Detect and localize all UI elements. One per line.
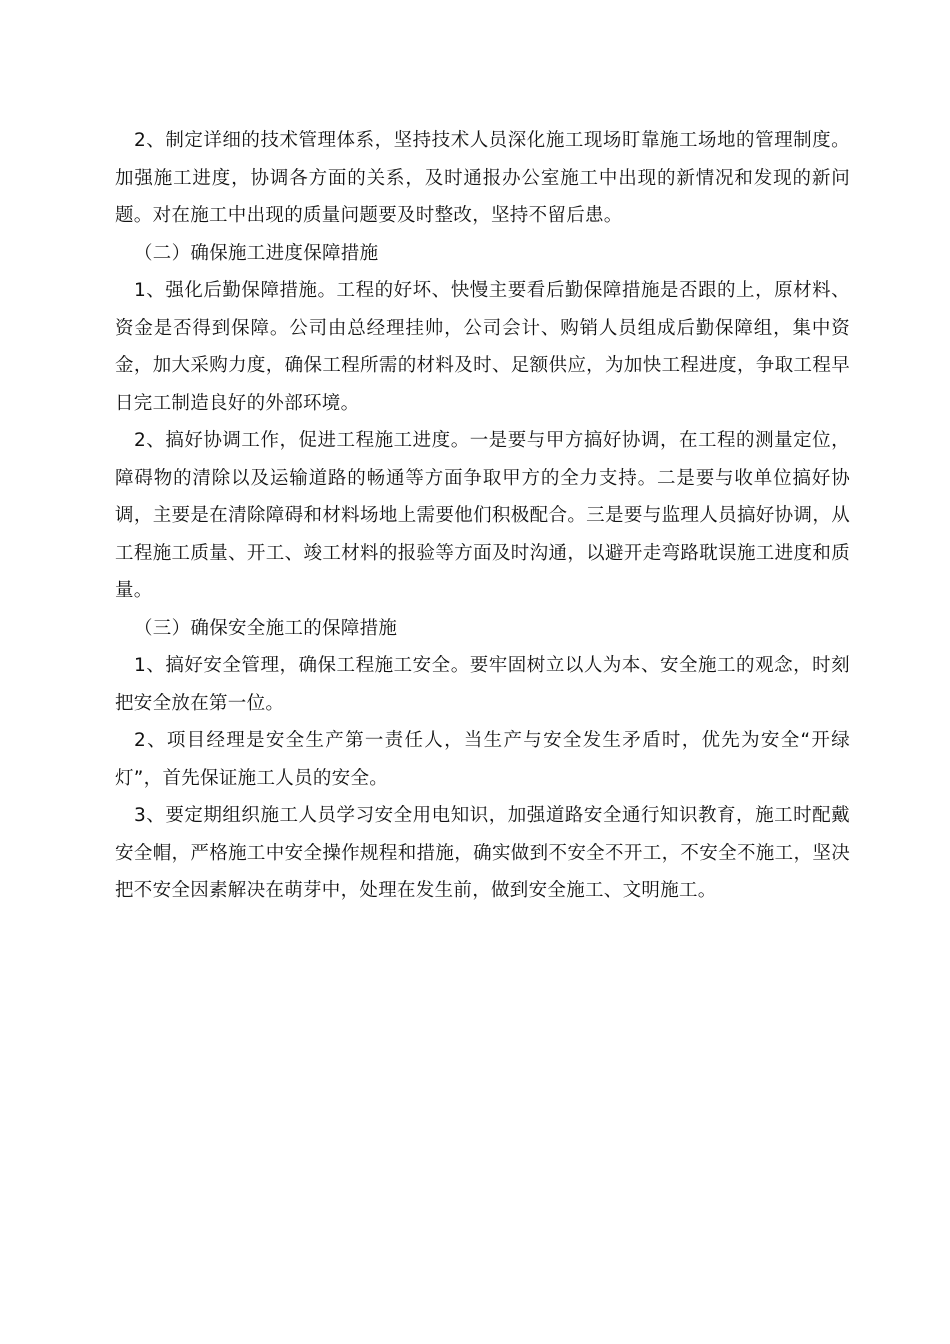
document-body (115, 122, 850, 910)
paragraph-safety-management: 1、搞好安全管理，确保工程施工安全。要牢固树立以人为本、安全施工的观念，时刻把安全放在第一位。 (115, 655, 850, 714)
section-heading-safety: （三）确保安全施工的保障措施 (134, 617, 398, 639)
section-heading-schedule: （二）确保施工进度保障措施 (134, 242, 379, 264)
paragraph-logistics: 1、强化后勤保障措施。工程的好坏、快慢主要看后勤保障措施是否跟的上，原材料、资金是否得到保障。公司由总经理挂帅，公司会计、购销人员组成后勤保障组，集中资金，加大采购力度，确保工程所需的材料及时、足额供应，为加快工程进度，争取工程早日完工制造良好的外部环境。 (115, 280, 850, 414)
paragraph-project-manager: 2、项目经理是安全生产第一责任人，当生产与安全发生矛盾时，优先为安全“开绿灯”，首先保证施工人员的安全。 (115, 730, 850, 789)
paragraph-coordination: 2、搞好协调工作，促进工程施工进度。一是要与甲方搞好协调，在工程的测量定位，障碍物的清除以及运输道路的畅通等方面争取甲方的全力支持。二是要与收单位搞好协调，主要是在清除障碍和材料场地上需要他们积极配合。三是要与监理人员搞好协调，从工程施工质量、开工、竣工材料的报验等方面及时沟通，以避开走弯路耽误施工进度和质量。 (115, 430, 850, 601)
paragraph-technical-management: 2、制定详细的技术管理体系，坚持技术人员深化施工现场盯靠施工场地的管理制度。加强施工进度，协调各方面的关系，及时通报办公室施工中出现的新情况和发现的新问题。对在施工中出现的质量问题要及时整改，坚持不留后患。 (115, 130, 850, 226)
paragraph-safety-training: 3、要定期组织施工人员学习安全用电知识，加强道路安全通行知识教育，施工时配戴安全帽，严格施工中安全操作规程和措施，确实做到不安全不开工，不安全不施工，坚决把不安全因素解决在萌芽中，处理在发生前，做到安全施工、文明施工。 (115, 805, 850, 901)
